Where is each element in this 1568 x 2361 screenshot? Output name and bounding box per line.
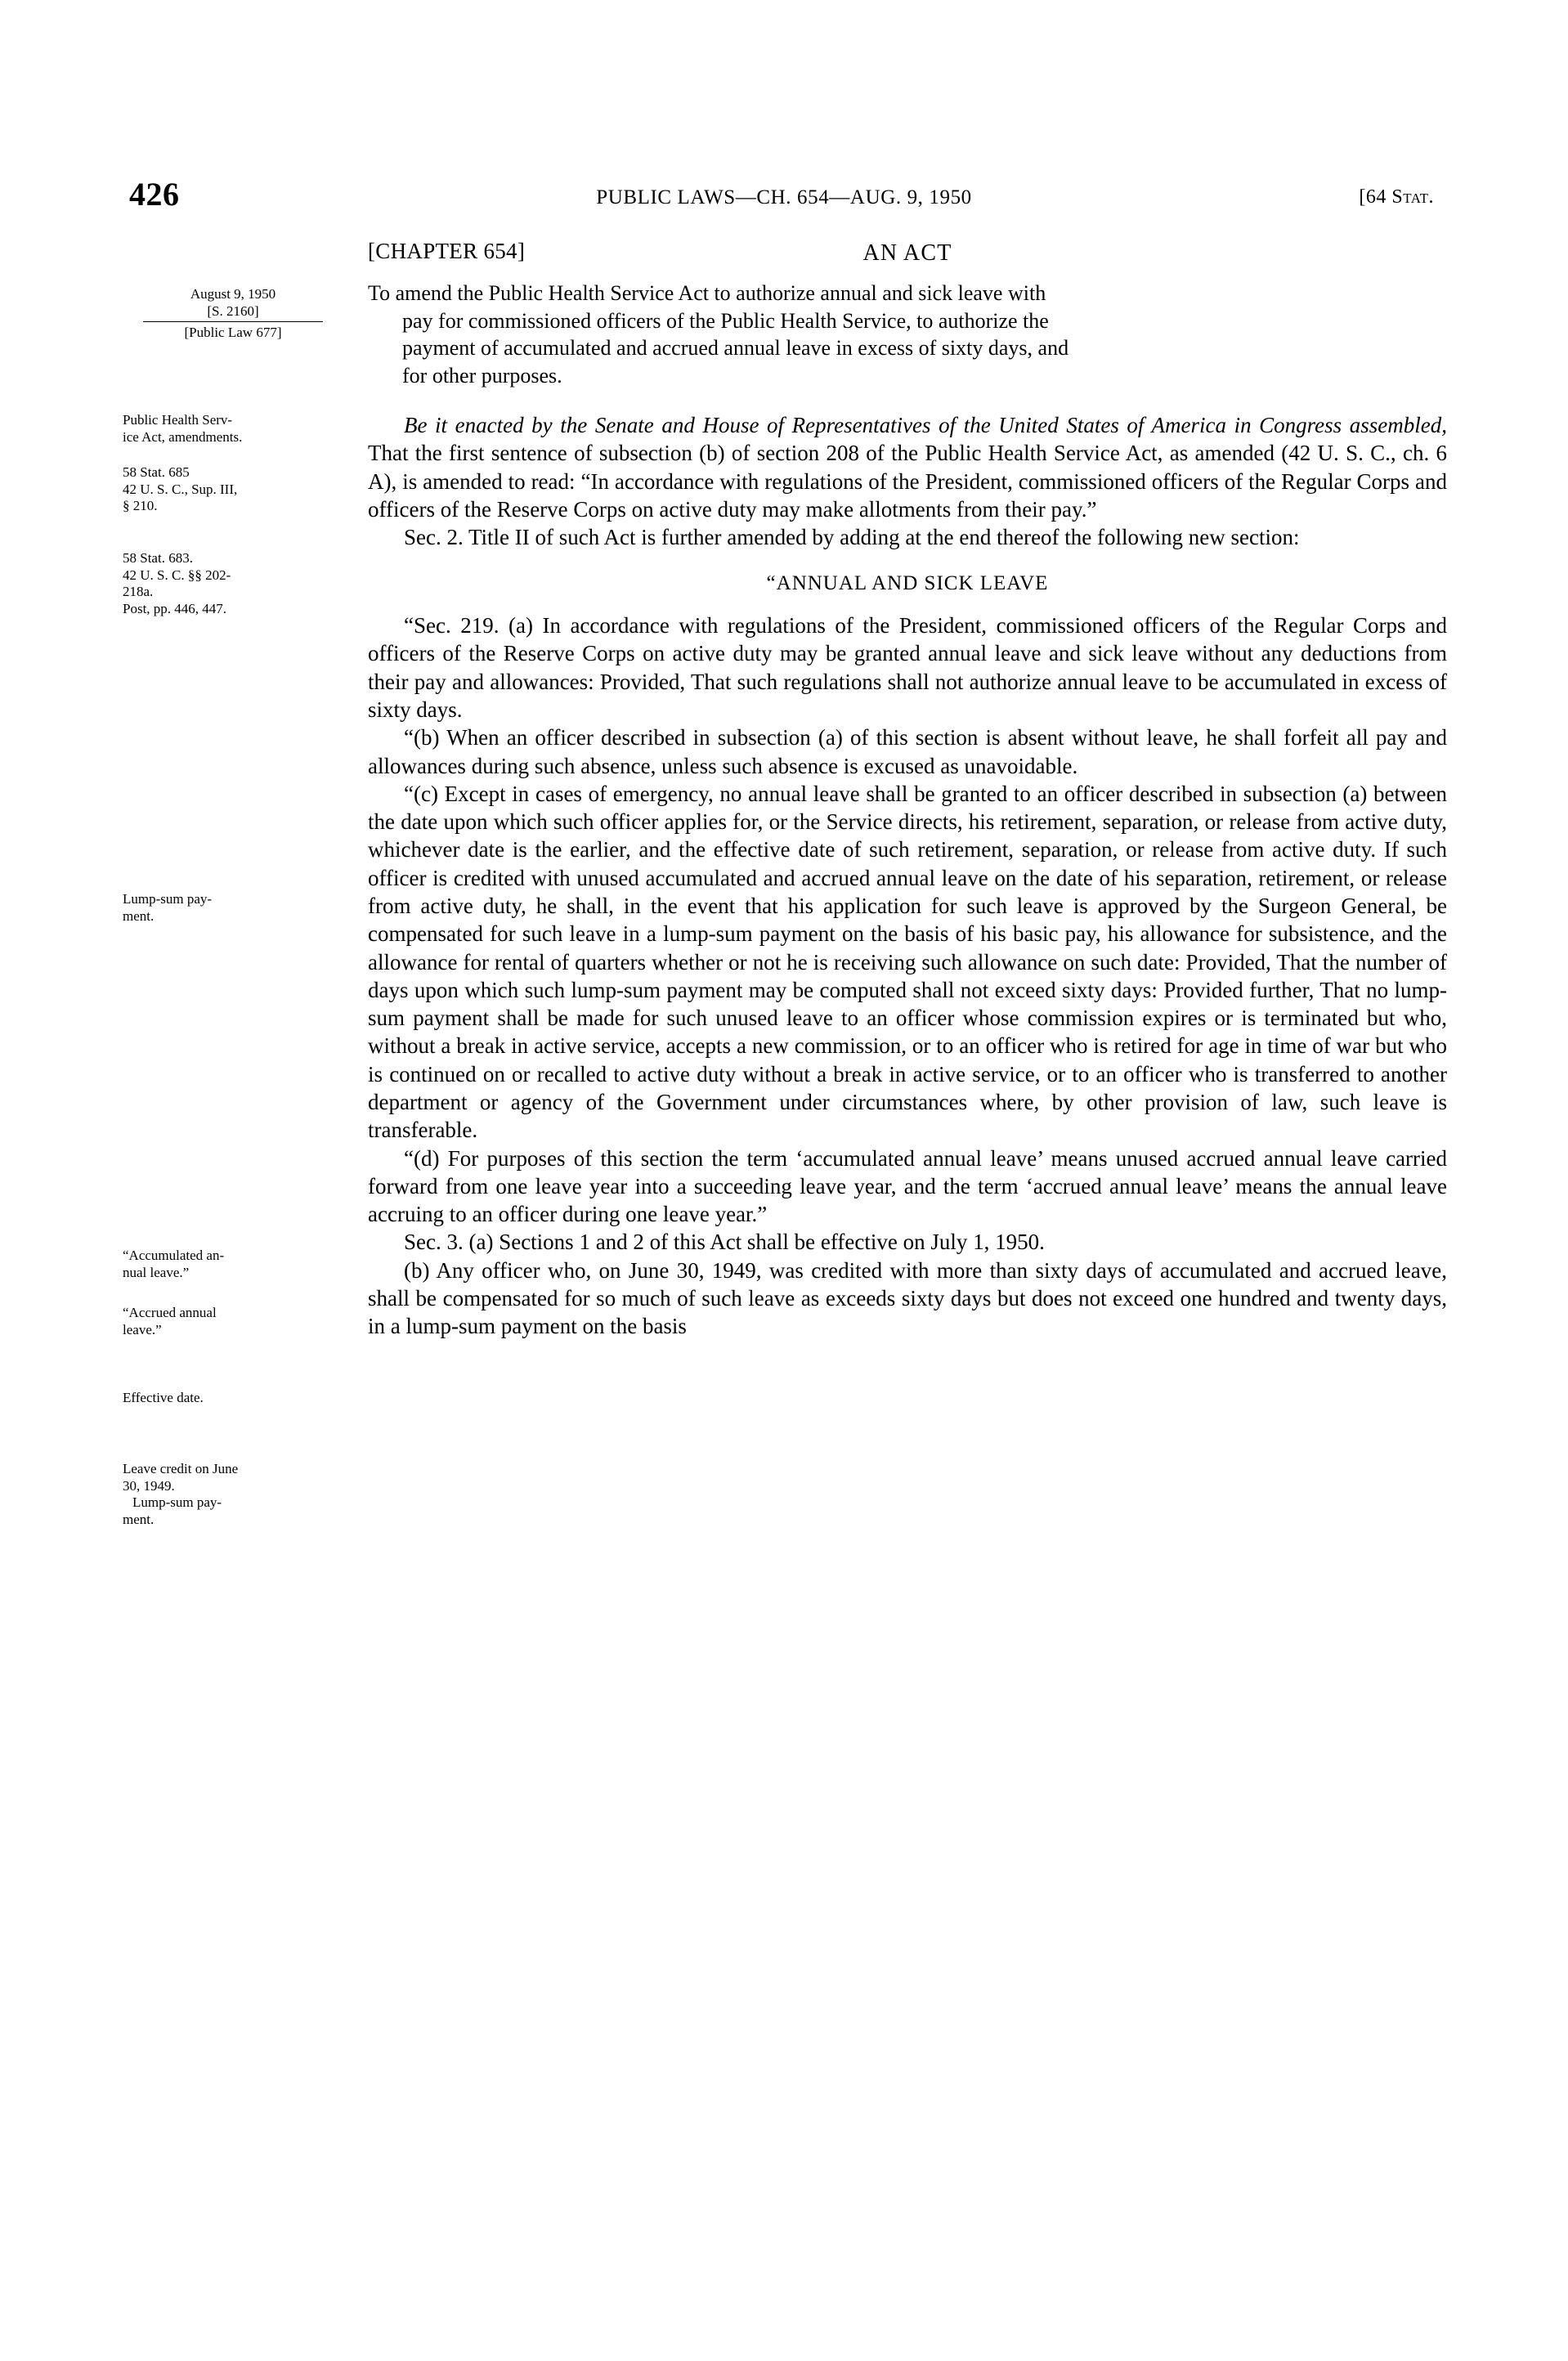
margin-note-line: 42 U. S. C. §§ 202- (123, 567, 231, 583)
act-description-line: To amend the Public Health Service Act to authorize annual and sick leave with (368, 280, 1046, 305)
annual-and-sick-leave-heading: “ANNUAL AND SICK LEAVE (766, 572, 1049, 595)
act-description (368, 280, 1447, 390)
margin-note-line: Public Health Serv- (123, 412, 233, 428)
margin-note-line: Effective date. (123, 1390, 204, 1405)
margin-note-line: 30, 1949. (123, 1477, 175, 1494)
section-3b-paragraph: (b) Any officer who, on June 30, 1949, was credited with more than sixty days of accumulated and accrued leave, shall be compensated for so much of such leave as exceeds sixty days but does not exceed one hundred and twenty days, in a lump-sum payment on the basis (368, 1257, 1447, 1339)
margin-note-line: 58 Stat. 683. (123, 550, 193, 566)
margin-note-stat-683 (123, 550, 343, 618)
margin-note-line: Post, pp. 446, 447. (123, 601, 227, 617)
section-219c-paragraph: “(c) Except in cases of emergency, no annual leave shall be granted to an officer described in subsection (a) between the date upon which such officer applies for, or the Service directs, his retirement, separation, or release from active duty, whichever date is the earlier, and the effective date of such retirement, separation, or release from active duty. If such officer is credited with unused accumulated and accrued annual leave on the date of his separation, retirement, or release from active duty, he shall, in the event that his application for such leave is approved by the Surgeon General, be compensated for such leave in a lump-sum payment on the basis of his basic pay, his allowance for subsistence, and the allowance for rental of quarters whether or not he is receiving such allowance on such date: Provided, That the number of days upon which such lump-sum payment may be computed shall not exceed sixty days: Provided further, That no lump-sum payment shall be made for such unused leave to an officer whose commission expires or is terminated but who, without a break in active service, accepts a new commission, or to an officer who is retired for age in time of war but who is continued on or recalled to active duty without a break in active service, or to an officer who is transferred to another department or agency of the Government under circumstances where, by other provision of law, such leave is transferable. (368, 781, 1447, 1143)
margin-note-date (123, 286, 343, 342)
margin-note-line: nual leave.” (123, 1264, 190, 1280)
enacting-paragraph (368, 411, 1447, 523)
margin-note-accrued-annual-leave (123, 1305, 343, 1338)
chapter-heading: [CHAPTER 654] (368, 239, 526, 263)
margin-note-line: ment. (123, 1512, 155, 1528)
an-act-heading: AN ACT (862, 240, 952, 267)
section-2-text: Sec. 2. Title II of such Act is further amended by adding at the end thereof the following new section: (404, 525, 1300, 550)
act-description-line: payment of accumulated and accrued annual leave in excess of sixty days, and (402, 336, 1069, 361)
margin-note-act-amendments (123, 412, 343, 446)
margin-note-line: Lump-sum pay- (123, 891, 213, 907)
margin-note-line: 218a. (123, 584, 154, 600)
section-219a-paragraph: “Sec. 219. (a) In accordance with regulations of the President, commissioned officers of the Regular Corps and officers of the Reserve Corps on active duty may be granted annual leave and sick leave without any deductions from their pay and allowances: Provided, That such regulations shall not authorize annual leave to be accumulated in excess of sixty days. (368, 613, 1447, 723)
stat-reference: [64 Stat. (1359, 186, 1434, 208)
section-219d-paragraph: “(d) For purposes of this section the term ‘accumulated annual leave’ means unused accrued annual leave carried forward from one leave year into a succeeding leave year, and the term ‘accrued annual leave’ means the annual leave accruing to an officer during one leave year.” (368, 1145, 1447, 1227)
margin-note-line: Lump-sum pay- (132, 1494, 222, 1511)
act-description-line: pay for commissioned officers of the Public Health Service, to authorize the (402, 308, 1049, 333)
margin-note-line: ment. (123, 907, 155, 924)
page-number: 426 (129, 176, 180, 213)
margin-note-line: 42 U. S. C., Sup. III, (123, 481, 238, 497)
enacting-clause: Be it enacted by the Senate and House of Representatives of the United States of America in Congress assembled, (404, 413, 1447, 438)
margin-note-lump-sum-payment (123, 891, 343, 925)
section-3a-paragraph: Sec. 3. (a) Sections 1 and 2 of this Act shall be effective on July 1, 1950. (404, 1230, 1045, 1255)
margin-note-line: “Accumulated an- (123, 1248, 225, 1263)
margin-note-date-line: August 9, 1950 (190, 286, 276, 302)
margin-note-line: Leave credit on June (123, 1461, 239, 1476)
section-2-paragraph (368, 523, 1447, 551)
section-219b-paragraph: “(b) When an officer described in subsection (a) of this section is absent without leave, he shall forfeit all pay and allowances during such absence, unless such absence is excused as unavoidable. (368, 725, 1447, 778)
margin-note-line: “Accrued annual (123, 1305, 217, 1320)
enacting-remainder: That the first sentence of subsection (b) of section 208 of the Public Health Service Act, as amended (42 U. S. C., ch. 6 A), is amended to read: “In accordance with regulations of the President, commissioned officers of the Regular Corps and officers of the Reserve Corps on active duty may make allotments from their pay.” (368, 441, 1447, 522)
margin-note-effective-date (123, 1390, 343, 1407)
margin-note-bill-line: [S. 2160] (207, 302, 259, 319)
margin-note-stat-685 (123, 464, 343, 515)
margin-note-line: § 210. (123, 498, 158, 514)
margin-note-line: 58 Stat. 685 (123, 464, 190, 480)
margin-note-line: ice Act, amendments. (123, 428, 243, 445)
act-description-line: for other purposes. (402, 364, 562, 388)
margin-note-rule (143, 321, 323, 322)
body-text-column (368, 237, 1447, 1340)
margin-note-leave-credit (123, 1461, 343, 1529)
margin-note-line: leave.” (123, 1321, 162, 1337)
margin-note-public-law: [Public Law 677] (184, 325, 282, 341)
running-title: PUBLIC LAWS—CH. 654—AUG. 9, 1950 (596, 186, 972, 208)
running-head (114, 176, 1454, 222)
margin-note-accumulated-annual-leave (123, 1248, 343, 1281)
